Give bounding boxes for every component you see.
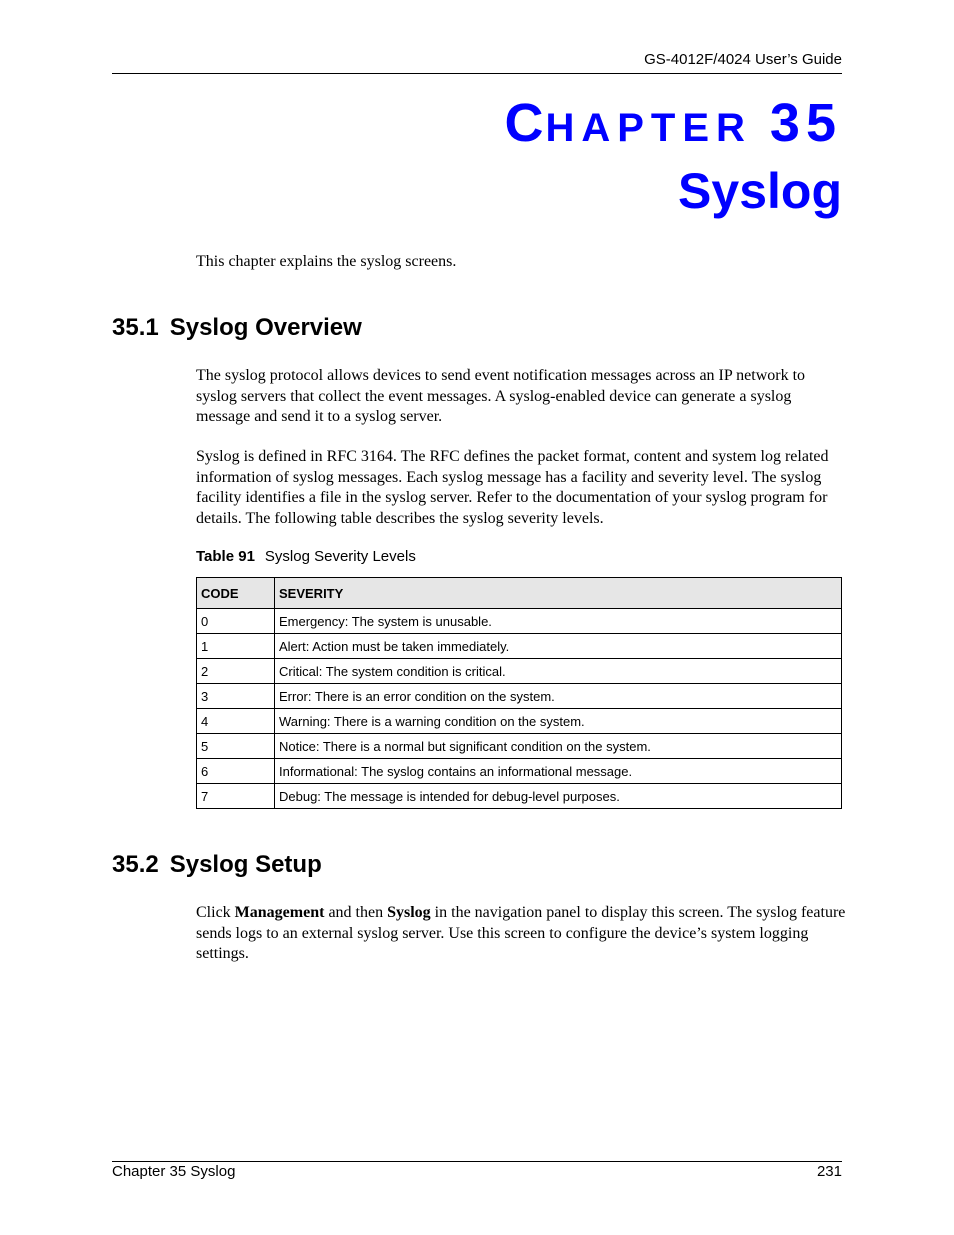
intro-paragraph: This chapter explains the syslog screens. [196, 253, 457, 270]
code-cell: 3 [197, 684, 275, 709]
code-cell: 5 [197, 734, 275, 759]
table-header-row [197, 578, 842, 609]
table-row [197, 709, 842, 734]
table-row [197, 634, 842, 659]
section-heading-setup [112, 853, 322, 877]
table-row [197, 759, 842, 784]
table-row [197, 784, 842, 809]
column-header-severity: SEVERITY [275, 578, 842, 609]
severity-table [196, 577, 842, 809]
section-title: Syslog Setup [169, 851, 322, 878]
section-number: 35.2 [112, 851, 159, 878]
code-cell: 4 [197, 709, 275, 734]
setup-paragraph [196, 903, 846, 965]
severity-cell: Error: There is an error condition on the system. [275, 684, 842, 709]
setup-text: and then [324, 904, 388, 921]
footer-chapter: Chapter 35 Syslog [112, 1163, 236, 1180]
chapter-number: 35 [769, 93, 842, 153]
code-cell: 2 [197, 659, 275, 684]
table-caption [196, 548, 416, 565]
severity-cell: Alert: Action must be taken immediately. [275, 634, 842, 659]
table-row [197, 734, 842, 759]
chapter-label-rest: HAPTER [545, 106, 752, 150]
code-cell: 1 [197, 634, 275, 659]
table-row [197, 659, 842, 684]
overview-paragraph-1: The syslog protocol allows devices to send event notification messages across an IP network to syslog servers that collect the event messages. A syslog-enabled device can generate a syslog message and send it to a syslog server. [196, 367, 806, 425]
severity-cell: Debug: The message is intended for debug-level purposes. [275, 784, 842, 809]
overview-paragraph-2: Syslog is defined in RFC 3164. The RFC defines the packet format, content and system log related information of syslog messages. Each syslog message has a facility and severity level. The syslog facility identifies a file in the syslog server. Refer to the documentation of your syslog program for details. The following table describes the syslog severity levels. [196, 448, 829, 527]
footer-rule [112, 1161, 842, 1162]
section-heading-overview [112, 316, 362, 340]
code-cell: 0 [197, 609, 275, 634]
header-rule [112, 73, 842, 74]
menu-name-syslog: Syslog [387, 904, 431, 921]
code-cell: 6 [197, 759, 275, 784]
column-header-code: CODE [197, 578, 275, 609]
table-caption-label: Table 91 [196, 548, 255, 565]
setup-text: Click [196, 904, 235, 921]
code-cell: 7 [197, 784, 275, 809]
section-number: 35.1 [112, 314, 159, 341]
footer-page-number: 231 [816, 1163, 842, 1180]
severity-cell: Notice: There is a normal but significant condition on the system. [275, 734, 842, 759]
table-row [197, 609, 842, 634]
chapter-heading [504, 93, 842, 153]
header-guide-title: GS-4012F/4024 User’s Guide [644, 51, 842, 68]
severity-cell: Critical: The system condition is critical. [275, 659, 842, 684]
chapter-title: Syslog [678, 163, 842, 219]
severity-cell: Warning: There is a warning condition on the system. [275, 709, 842, 734]
chapter-label-initial: C [504, 93, 546, 153]
setup-text: in the navigation panel to display this screen. The syslog feature sends logs to an external syslog server. Use this screen to configure the device’s system logging settings. [196, 904, 846, 962]
table-row [197, 684, 842, 709]
menu-name-management: Management [234, 904, 325, 921]
section-title: Syslog Overview [169, 314, 362, 341]
severity-cell: Informational: The syslog contains an informational message. [275, 759, 842, 784]
table-caption-text: Syslog Severity Levels [264, 548, 416, 565]
severity-cell: Emergency: The system is unusable. [275, 609, 842, 634]
